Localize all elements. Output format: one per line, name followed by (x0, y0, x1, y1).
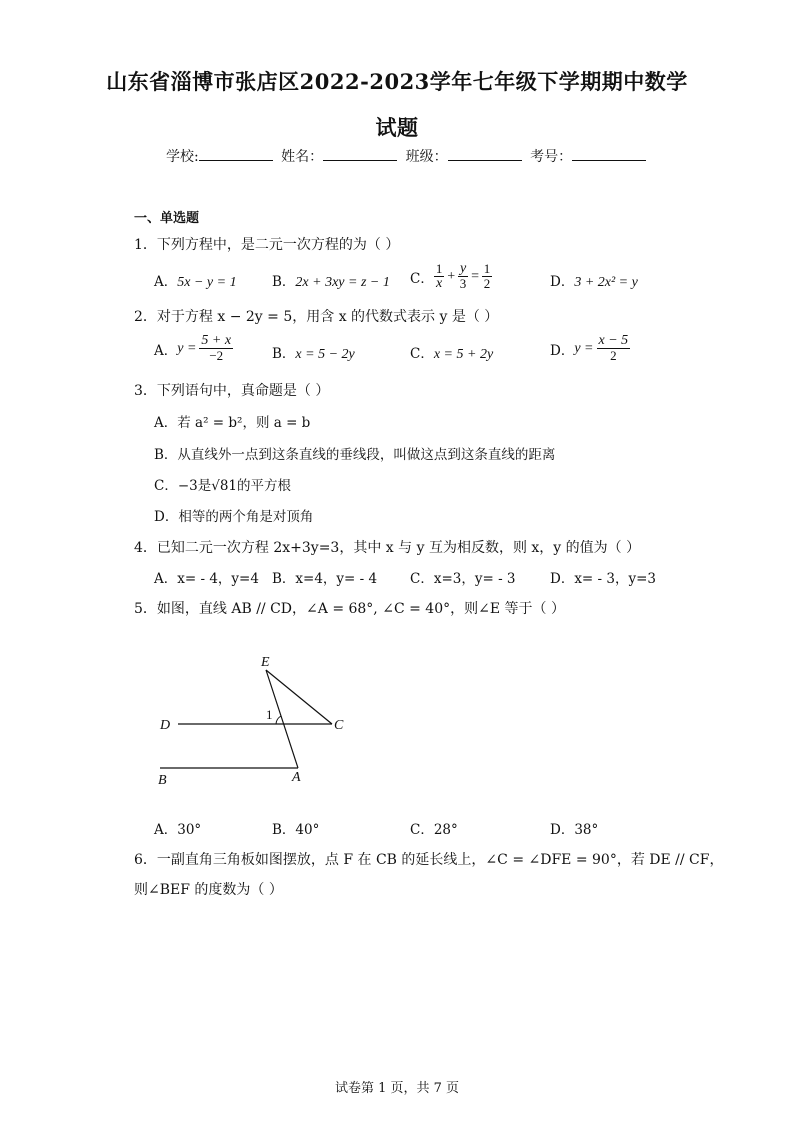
fraction: $\frac{1}{2}$ (483, 261, 491, 291)
label-e: E (261, 655, 270, 670)
question-1-stem: 1．下列方程中，是二元一次方程的为（ ） (134, 237, 400, 253)
question-4-option-c[interactable]: C．x=3，y= - 3 (410, 571, 516, 587)
name-blank[interactable] (323, 146, 397, 161)
question-1-option-c[interactable]: C． $\frac{1}{x}$ + $\frac{y}{3}$ = $\frac{1}{2}$ (410, 261, 491, 291)
fraction: $\frac{5 + x}{-2}$ (201, 333, 232, 363)
fraction: $\frac{1}{x}$ (435, 261, 443, 291)
question-2-option-c[interactable]: C．x = 5 + 2y (410, 346, 494, 362)
question-1-option-d[interactable]: D．3 + 2x² = y (550, 274, 638, 290)
question-5-option-b[interactable]: B．40° (272, 822, 320, 838)
exam-number-blank[interactable] (572, 146, 646, 161)
school-blank[interactable] (199, 146, 273, 161)
label-d: D (160, 718, 171, 733)
exam-number-label: 考号： (530, 149, 573, 165)
school-label: 学校: (166, 149, 199, 165)
question-5-figure (150, 650, 360, 790)
question-2-option-b[interactable]: B．x = 5 − 2y (272, 346, 355, 362)
question-3-option-c[interactable]: C．−3是√81的平方根 (154, 478, 292, 494)
question-2-stem: 2．对于方程 x − 2y = 5，用含 x 的代数式表示 y 是（ ） (134, 309, 499, 325)
fraction: $\frac{y}{3}$ (459, 261, 467, 291)
question-4-option-a[interactable]: A．x= - 4，y=4 (154, 571, 259, 587)
label-angle-1: 1 (266, 707, 273, 722)
question-2-option-a[interactable]: A． y = $\frac{5 + x}{-2}$ (154, 333, 232, 363)
question-5-stem: 5．如图，直线 AB // CD，∠A = 68°, ∠C = 40°，则∠E 等于（ ） (134, 601, 565, 617)
line-ec (266, 670, 332, 724)
question-3-option-d[interactable]: D．相等的两个角是对顶角 (154, 509, 314, 525)
page-title-line1: 山东省淄博市张店区2022-2023学年七年级下学期期中数学 (106, 69, 688, 94)
page-footer: 试卷第 1 页，共 7 页 (334, 1081, 460, 1096)
question-5-option-c[interactable]: C．28° (410, 822, 458, 838)
angle-arc (276, 716, 281, 724)
label-b: B (158, 773, 167, 788)
question-1-option-a[interactable]: A．5x − y = 1 (154, 274, 237, 290)
question-4-option-b[interactable]: B．x=4，y= - 4 (272, 571, 378, 587)
fraction: $\frac{x - 5}{2}$ (598, 333, 629, 363)
question-1-option-b[interactable]: B．2x + 3xy = z − 1 (272, 274, 390, 290)
question-6-stem-line1: 6．一副直角三角板如图摆放，点 F 在 CB 的延长线上，∠C = ∠DFE = 90°，若 DE // CF， (134, 852, 724, 868)
page-title-line2: 试题 (375, 115, 419, 140)
question-3-option-b[interactable]: B．从直线外一点到这条直线的垂线段，叫做这点到这条直线的距离 (154, 447, 556, 463)
class-label: 班级： (405, 149, 448, 165)
question-3-option-a[interactable]: A．若 a² = b²，则 a = b (154, 415, 311, 431)
label-c: C (334, 718, 344, 733)
label-a: A (292, 770, 301, 785)
question-3-stem: 3．下列语句中，真命题是（ ） (134, 383, 330, 399)
class-blank[interactable] (448, 146, 522, 161)
name-label: 姓名： (281, 149, 324, 165)
section-title: 一、单选题 (134, 211, 200, 226)
question-4-stem: 4．已知二元一次方程 2x+3y=3，其中 x 与 y 互为相反数，则 x，y 的值为（ ） (134, 540, 641, 556)
info-fields (166, 146, 650, 166)
question-5-option-a[interactable]: A．30° (154, 822, 202, 838)
question-2-option-d[interactable]: D． y = $\frac{x - 5}{2}$ (550, 333, 629, 363)
question-4-option-d[interactable]: D．x= - 3，y=3 (550, 571, 657, 587)
question-6-stem-line2: 则∠BEF 的度数为（ ） (134, 882, 283, 898)
question-5-option-d[interactable]: D．38° (550, 822, 599, 838)
